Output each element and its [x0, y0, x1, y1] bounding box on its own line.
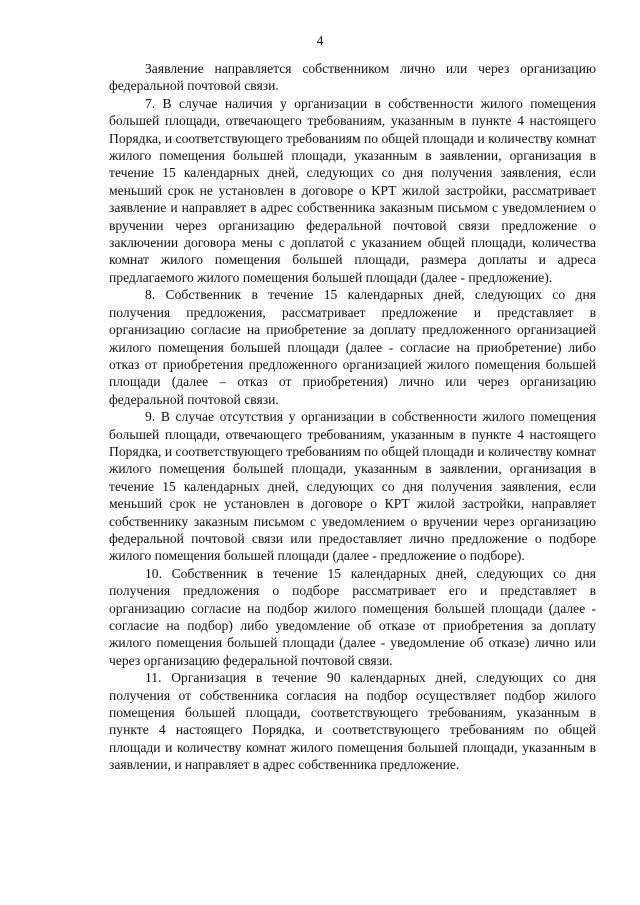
paragraph-9: 9. В случае отсутствия у организации в собственности жилого помещения большей площади, отвечающего требованиям, указанным в пункте 4 настоящего Порядка, и соответствующего требованиям по общей площади и количеству комнат жилого помещения большей площади, указанным в заявлении, организация в течение 15 календарных дней, следующих со дня получения заявления, если меньший срок не установлен в договоре о КРТ жилой застройки, направляет собственнику заказным письмом с уведомлением о вручении через организацию федеральной почтовой связи или предоставляет лично предложение о подборе жилого помещения большей площади (далее - предложение о подборе). [109, 409, 596, 564]
paragraph-intro: Заявление направляется собственником лично или через организацию федеральной почтовой связи. [109, 61, 596, 94]
document-body [109, 60, 596, 774]
page-number: 4 [316, 33, 324, 48]
paragraph-7: 7. В случае наличия у организации в собственности жилого помещения большей площади, отвечающего требованиям, указанным в пункте 4 настоящего Порядка, и соответствующего требованиям по общей площади и количеству комнат жилого помещения большей площади, указанным в заявлении, организация в течение 15 календарных дней, следующих со дня получения заявления, если меньший срок не установлен в договоре о КРТ жилой застройки, рассматривает заявление и направляет в адрес собственника заказным письмом с уведомлением о вручении через организацию федеральной почтовой связи предложение о заключении договора мены с доплатой с указанием общей площади, количества комнат жилого помещения большей площади, размера доплаты и адреса предлагаемого жилого помещения большей площади (далее - предложение). [109, 95, 596, 285]
paragraph-8: 8. Собственник в течение 15 календарных дней, следующих со дня получения предложения, рассматривает предложение и представляет в организацию согласие на приобретение за доплату предложенного организацией жилого помещения большей площади (далее - согласие на приобретение) либо отказ от приобретения предложенного организацией жилого помещения большей площади (далее – отказ от приобретения) лично или через организацию федеральной почтовой связи. [109, 287, 596, 407]
paragraph-11: 11. Организация в течение 90 календарных дней, следующих со дня получения от собственника согласия на подбор осуществляет подбор жилого помещения большей площади, соответствующего требованиям, указанным в пункте 4 настоящего Порядка, и соответствующего требованиям по общей площади и количеству комнат жилого помещения большей площади, указанным в заявлении, и направляет в адрес собственника предложение. [109, 670, 596, 773]
paragraph-10: 10. Собственник в течение 15 календарных дней, следующих со дня получения предложения о подборе рассматривает его и представляет в организацию согласие на подбор жилого помещения большей площади (далее - согласие на подбор) либо уведомление об отказе от приобретения за доплату жилого помещения большей площади (далее - уведомление об отказе) лично или через организацию федеральной почтовой связи. [109, 565, 596, 668]
